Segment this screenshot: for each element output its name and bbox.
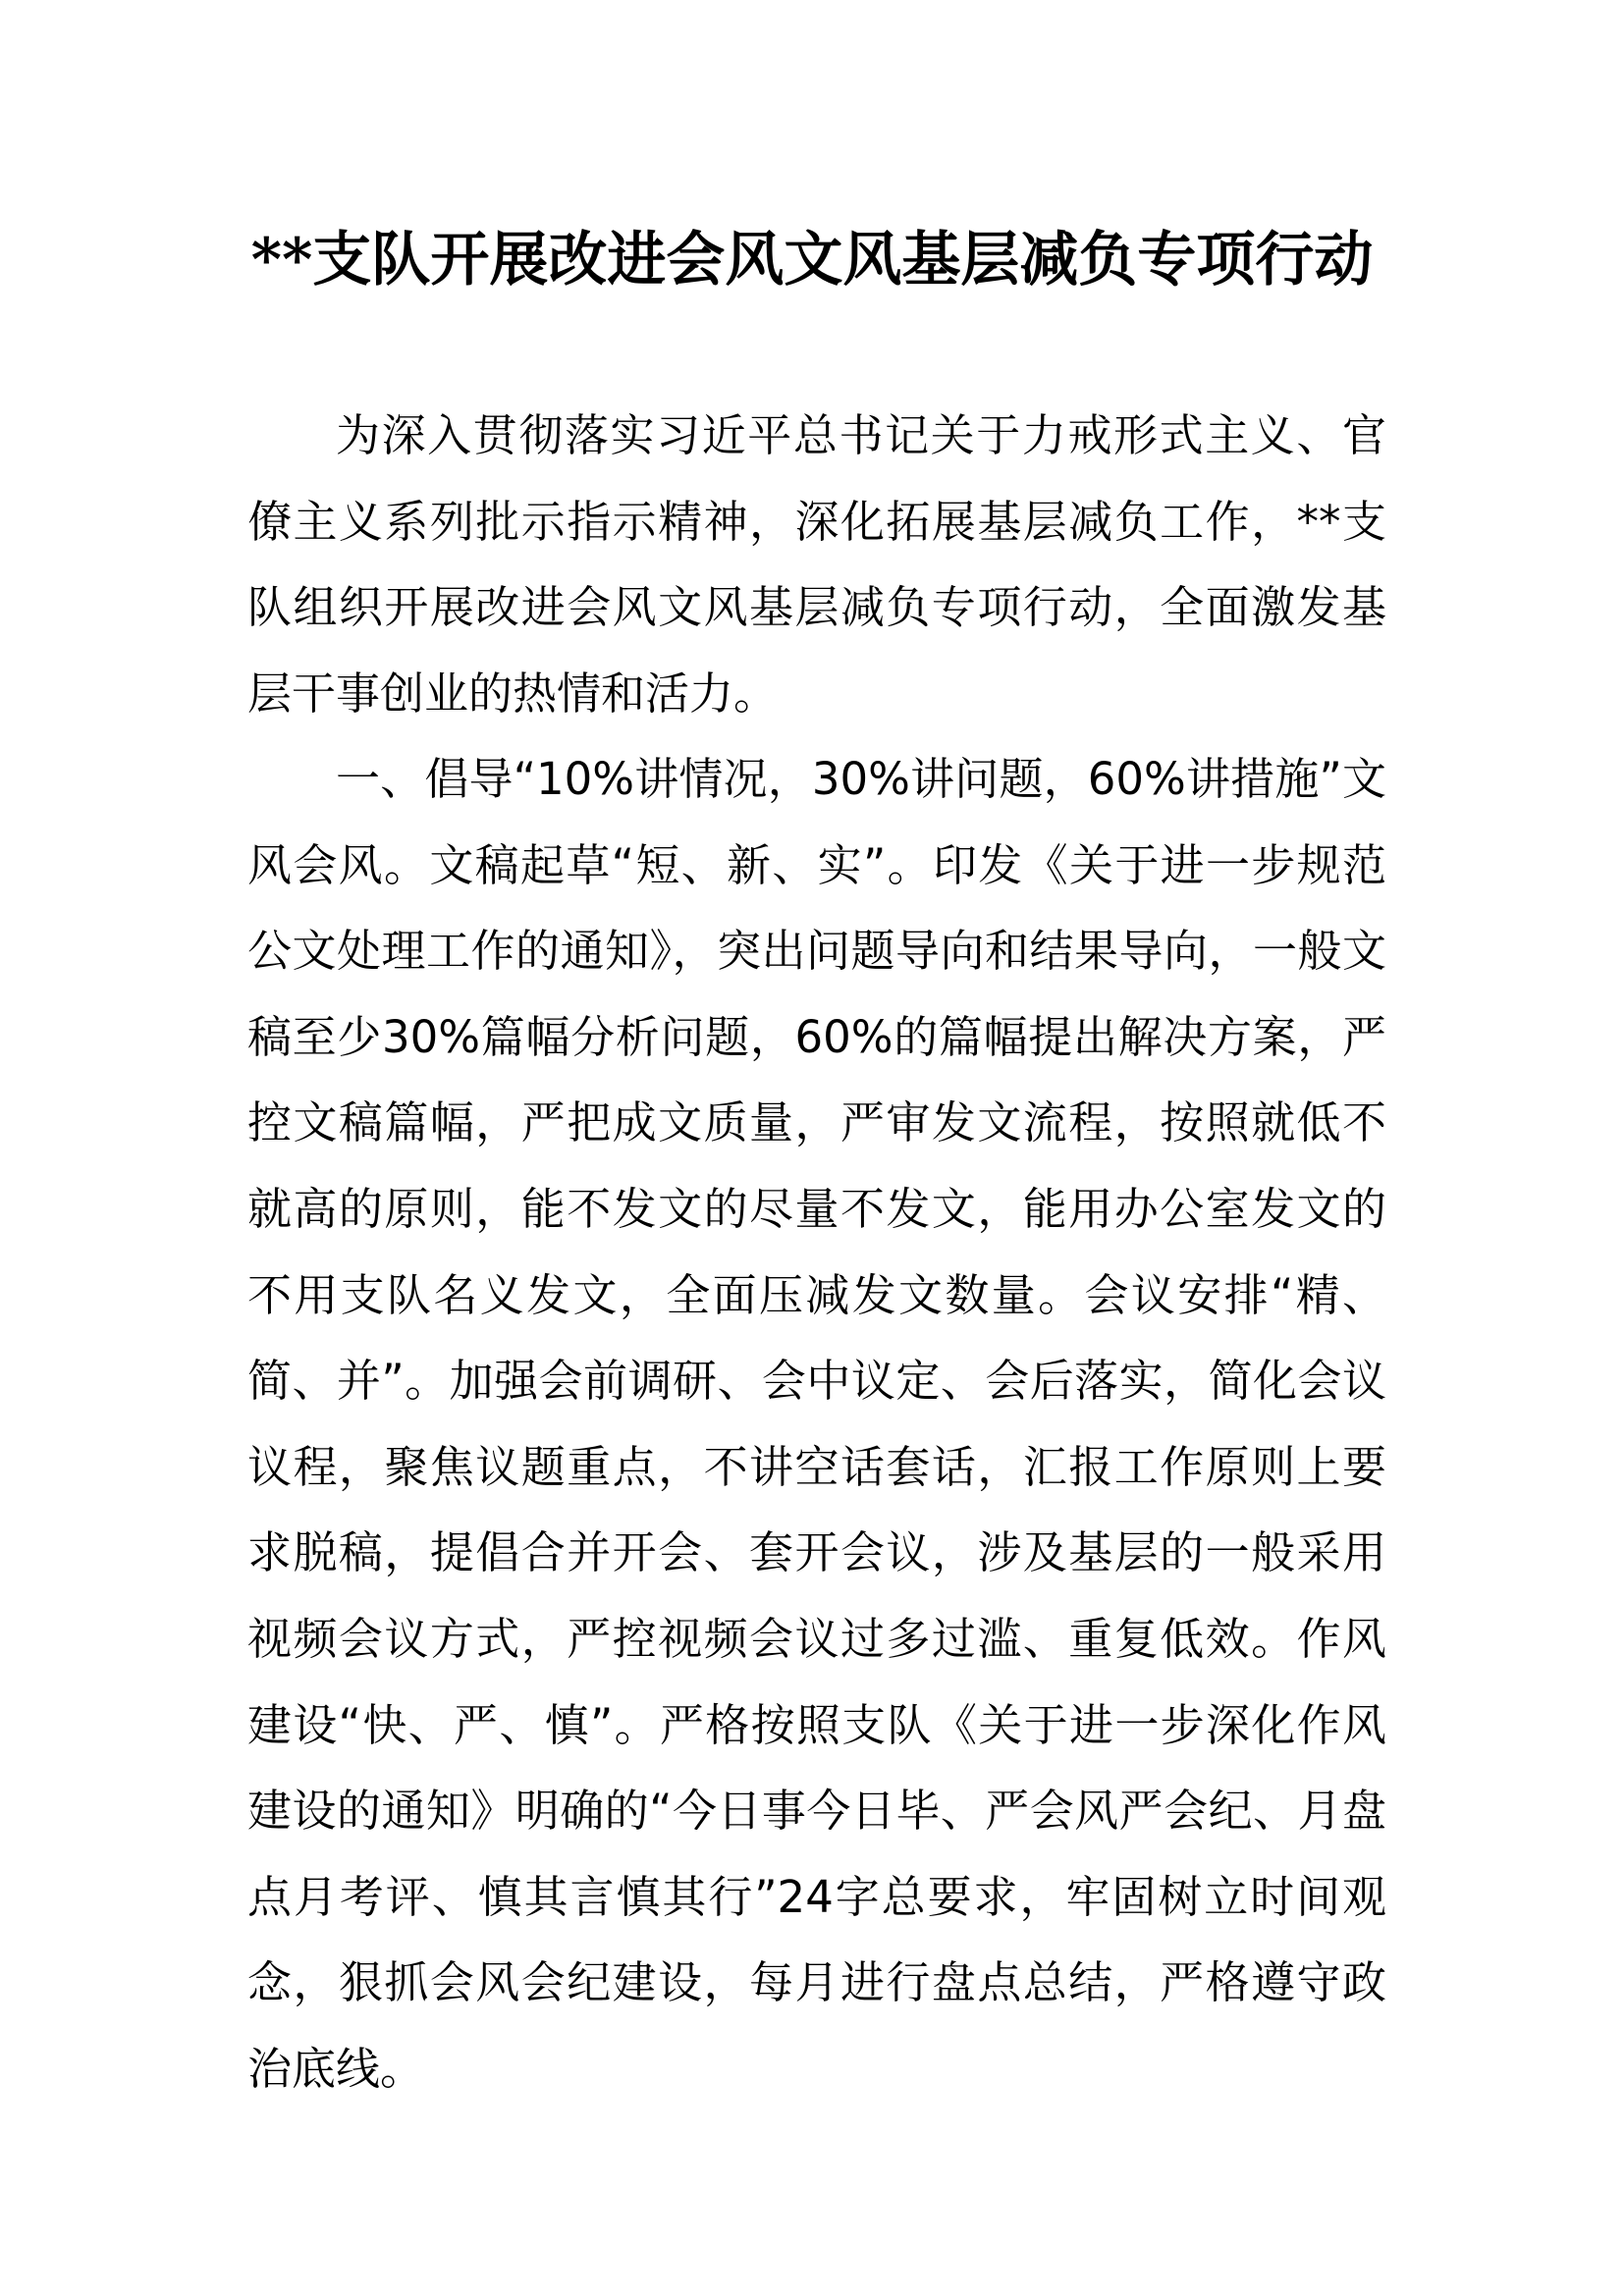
document-title: **支队开展改进会风文风基层减负专项行动 xyxy=(250,226,1374,294)
paragraph-section-one: 一、倡导“10%讲情况，30%讲问题，60%讲措施”文风会风。文稿起草“短、新、实”。印发《关于进一步规范公文处理工作的通知》，突出问题导向和结果导向，一般文稿至少30%篇幅分析问题，60%的篇幅提出解决方案，严控文稿篇幅，严把成文质量，严审发文流程，按照就低不就高的原则，能不发文的尽量不发文，能用办公室发文的不用支队名义发文，全面压减发文数量。会议安排“精、简、并”。加强会前调研、会中议定、会后落实，简化会议议程，聚焦议题重点，不讲空话套话，汇报工作原则上要求脱稿，提倡合并开会、套开会议，涉及基层的一般采用视频会议方式，严控视频会议过多过滥、重复低效。作风建设“快、严、慎”。严格按照支队《关于进一步深化作风建设的通知》明确的“今日事今日毕、严会风严会纪、月盘点月考评、慎其言慎其行”24字总要求，牢固树立时间观念，狠抓会风会纪建设，每月进行盘点总结，严格遵守政治底线。 xyxy=(247,753,1386,2095)
paragraph-intro: 为深入贯彻落实习近平总书记关于力戒形式主义、官僚主义系列批示指示精神，深化拓展基层减负工作，**支队组织开展改进会风文风基层减负专项行动，全面激发基层干事创业的热情和活力。 xyxy=(247,409,1386,720)
